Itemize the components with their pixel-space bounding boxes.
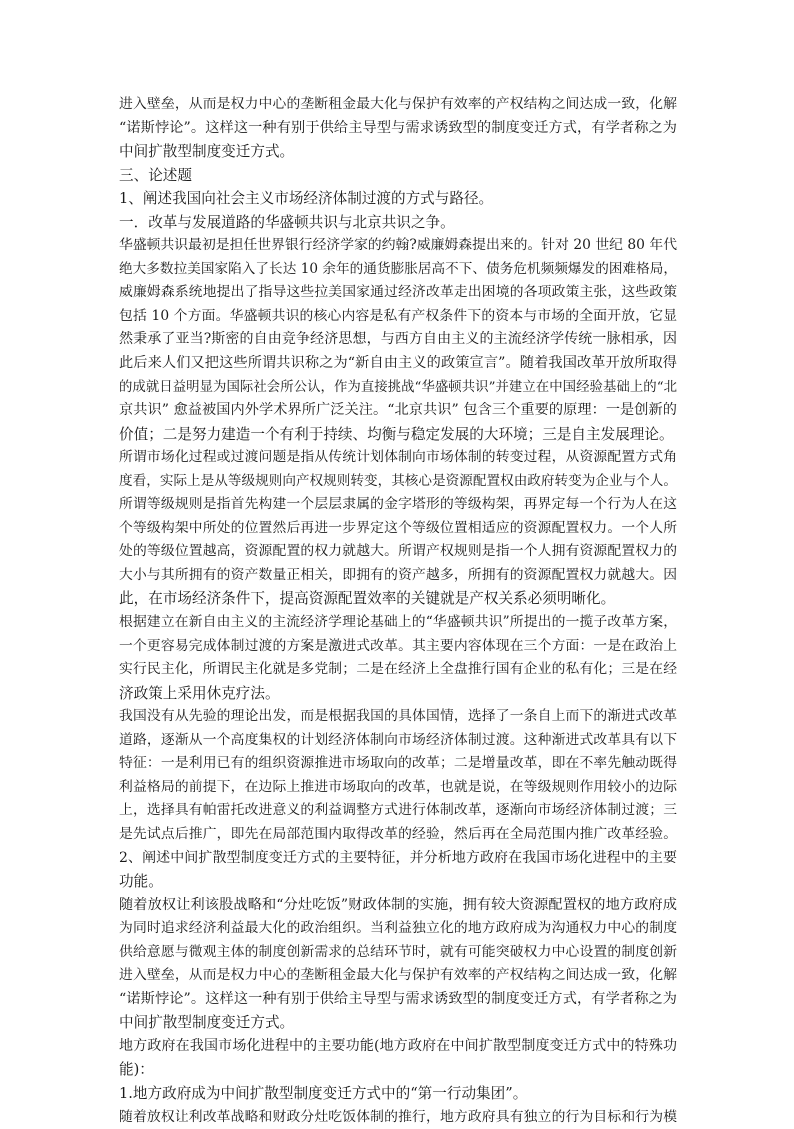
text-line: 包括 10 个方面。华盛顿共识的核心内容是私有产权条件下的资本与市场的全面开放，它显	[119, 307, 677, 324]
text-line: 供给意愿与微观主体的制度创新需求的总结环节时，就有可能突破权力中心设置的制度创新	[119, 943, 677, 960]
text-line: 大小与其所拥有的资产数量正相关，即拥有的资产越多，所拥有的资源配置权力就越大。因	[119, 566, 677, 583]
text-line: 威廉姆森系统地提出了指导这些拉美国家通过经济改革走出困境的各项政策主张，这些政策	[119, 284, 677, 301]
text-line: 一．改革与发展道路的华盛顿共识与北京共识之争。	[119, 213, 455, 231]
text-line: 华盛顿共识最初是担任世界银行经济学家的约翰?威廉姆森提出来的。针对 20 世纪 80 年代	[119, 237, 677, 254]
text-line: 地方政府在我国市场化进程中的主要功能(地方政府在中间扩散型制度变迁方式中的特殊功	[119, 1037, 677, 1054]
text-line: 利益格局的前提下，在边际上推进市场取向的改革，也就是说，在等级规则作用较小的边际	[119, 778, 677, 795]
text-line: 1.地方政府成为中间扩散型制度变迁方式中的“第一行动集团”。	[119, 1084, 528, 1102]
text-line: 是先试点后推广，即先在局部范围内取得改革的经验，然后再在全局范围内推广改革经验。	[119, 825, 677, 842]
text-line: 1、阐述我国向社会主义市场经济体制过渡的方式与路径。	[119, 190, 494, 208]
text-line: “诺斯悖论”。这样这一种有别于供给主导型与需求诱致型的制度变迁方式，有学者称之为	[119, 990, 677, 1007]
text-line: 京共识” 愈益被国内外学术界所广泛关注。“北京共识” 包含三个重要的原理：一是创新的	[119, 402, 677, 419]
text-line: 济政策上采用休克疗法。	[119, 684, 280, 702]
text-line: 所谓等级规则是指首先构建一个层层隶属的金字塔形的等级构架，再界定每一个行为人在这	[119, 496, 677, 513]
text-line: 能)：	[119, 1061, 154, 1079]
text-line: 功能。	[119, 873, 163, 891]
text-line: 此，在市场经济条件下，提高资源配置效率的关键就是产权关系必须明晰化。	[119, 590, 616, 608]
text-line: 价值；二是努力建造一个有利于持续、均衡与稳定发展的大环境；三是自主发展理论。	[119, 425, 674, 443]
text-line: 的成就日益明显为国际社会所公认，作为直接挑战“华盛顿共识”并建立在中国经验基础上的“北	[119, 379, 677, 395]
text-line: “诺斯悖论”。这样这一种有别于供给主导型与需求诱致型的制度变迁方式，有学者称之为	[119, 119, 677, 136]
text-line: 随着放权让利该股战略和“分灶吃饭”财政体制的实施，拥有较大资源配置权的地方政府成	[119, 896, 677, 913]
text-line: 随着放权让利改革战略和财政分灶吃饭体制的推行，地方政府具有独立的行为目标和行为模	[119, 1108, 677, 1125]
text-line: 上，选择具有帕雷托改进意义的利益调整方式进行体制改革，逐渐向市场经济体制过渡；三	[119, 802, 677, 819]
text-line: 特征：一是利用已有的组织资源推进市场取向的改革；二是增量改革，即在不率先触动既得	[119, 755, 677, 772]
text-line: 道路，逐渐从一个高度集权的计划经济体制向市场经济体制过渡。这种渐进式改革具有以下	[119, 731, 677, 748]
text-line: 三、论述题	[119, 166, 192, 184]
text-line: 处的等级位置越高，资源配置的权力就越大。所谓产权规则是指一个人拥有资源配置权力的	[119, 543, 677, 560]
text-line: 此后来人们又把这些所谓共识称之为“新自由主义的政策宣言”。随着我国改革开放所取得	[119, 355, 677, 372]
text-line: 一个更容易完成体制过渡的方案是激进式改革。其主要内容体现在三个方面：一是在政治上	[119, 637, 677, 654]
text-line: 所谓市场化过程或过渡问题是指从传统计划体制向市场体制的转变过程，从资源配置方式角	[119, 449, 677, 466]
text-line: 根据建立在新自由主义的主流经济学理论基础上的“华盛顿共识”所提出的一揽子改革方案，	[119, 614, 677, 631]
text-line: 2、阐述中间扩散型制度变迁方式的主要特征，并分析地方政府在我国市场化进程中的主要	[119, 849, 677, 866]
text-line: 中间扩散型制度变迁方式。	[119, 143, 295, 161]
text-line: 进入壁垒，从而是权力中心的垄断租金最大化与保护有效率的产权结构之间达成一致，化解	[119, 967, 677, 984]
text-line: 绝大多数拉美国家陷入了长达 10 余年的通货膨胀居高不下、债务危机频频爆发的困难格局，	[119, 260, 677, 277]
text-line: 为同时追求经济利益最大化的政治组织。当利益独立化的地方政府成为沟通权力中心的制度	[119, 920, 677, 937]
text-line: 进入壁垒，从而是权力中心的垄断租金最大化与保护有效率的产权结构之间达成一致，化解	[119, 96, 677, 112]
document-page	[119, 93, 677, 1129]
text-line: 中间扩散型制度变迁方式。	[119, 1014, 295, 1032]
text-line: 然秉承了亚当?斯密的自由竞争经济思想，与西方自由主义的主流经济学传统一脉相承，因	[119, 331, 677, 348]
text-line: 度看，实际上是从等级规则向产权规则转变，其核心是资源配置权由政府转变为企业与个人。	[119, 472, 677, 489]
text-line: 个等级构架中所处的位置然后再进一步界定这个等级位置相适应的资源配置权力。一个人所	[119, 519, 677, 536]
text-line: 我国没有从先验的理论出发，而是根据我国的具体国情，选择了一条自上而下的渐进式改革	[119, 708, 677, 725]
text-line: 实行民主化，所谓民主化就是多党制；二是在经济上全盘推行国有企业的私有化；三是在经	[119, 661, 677, 678]
